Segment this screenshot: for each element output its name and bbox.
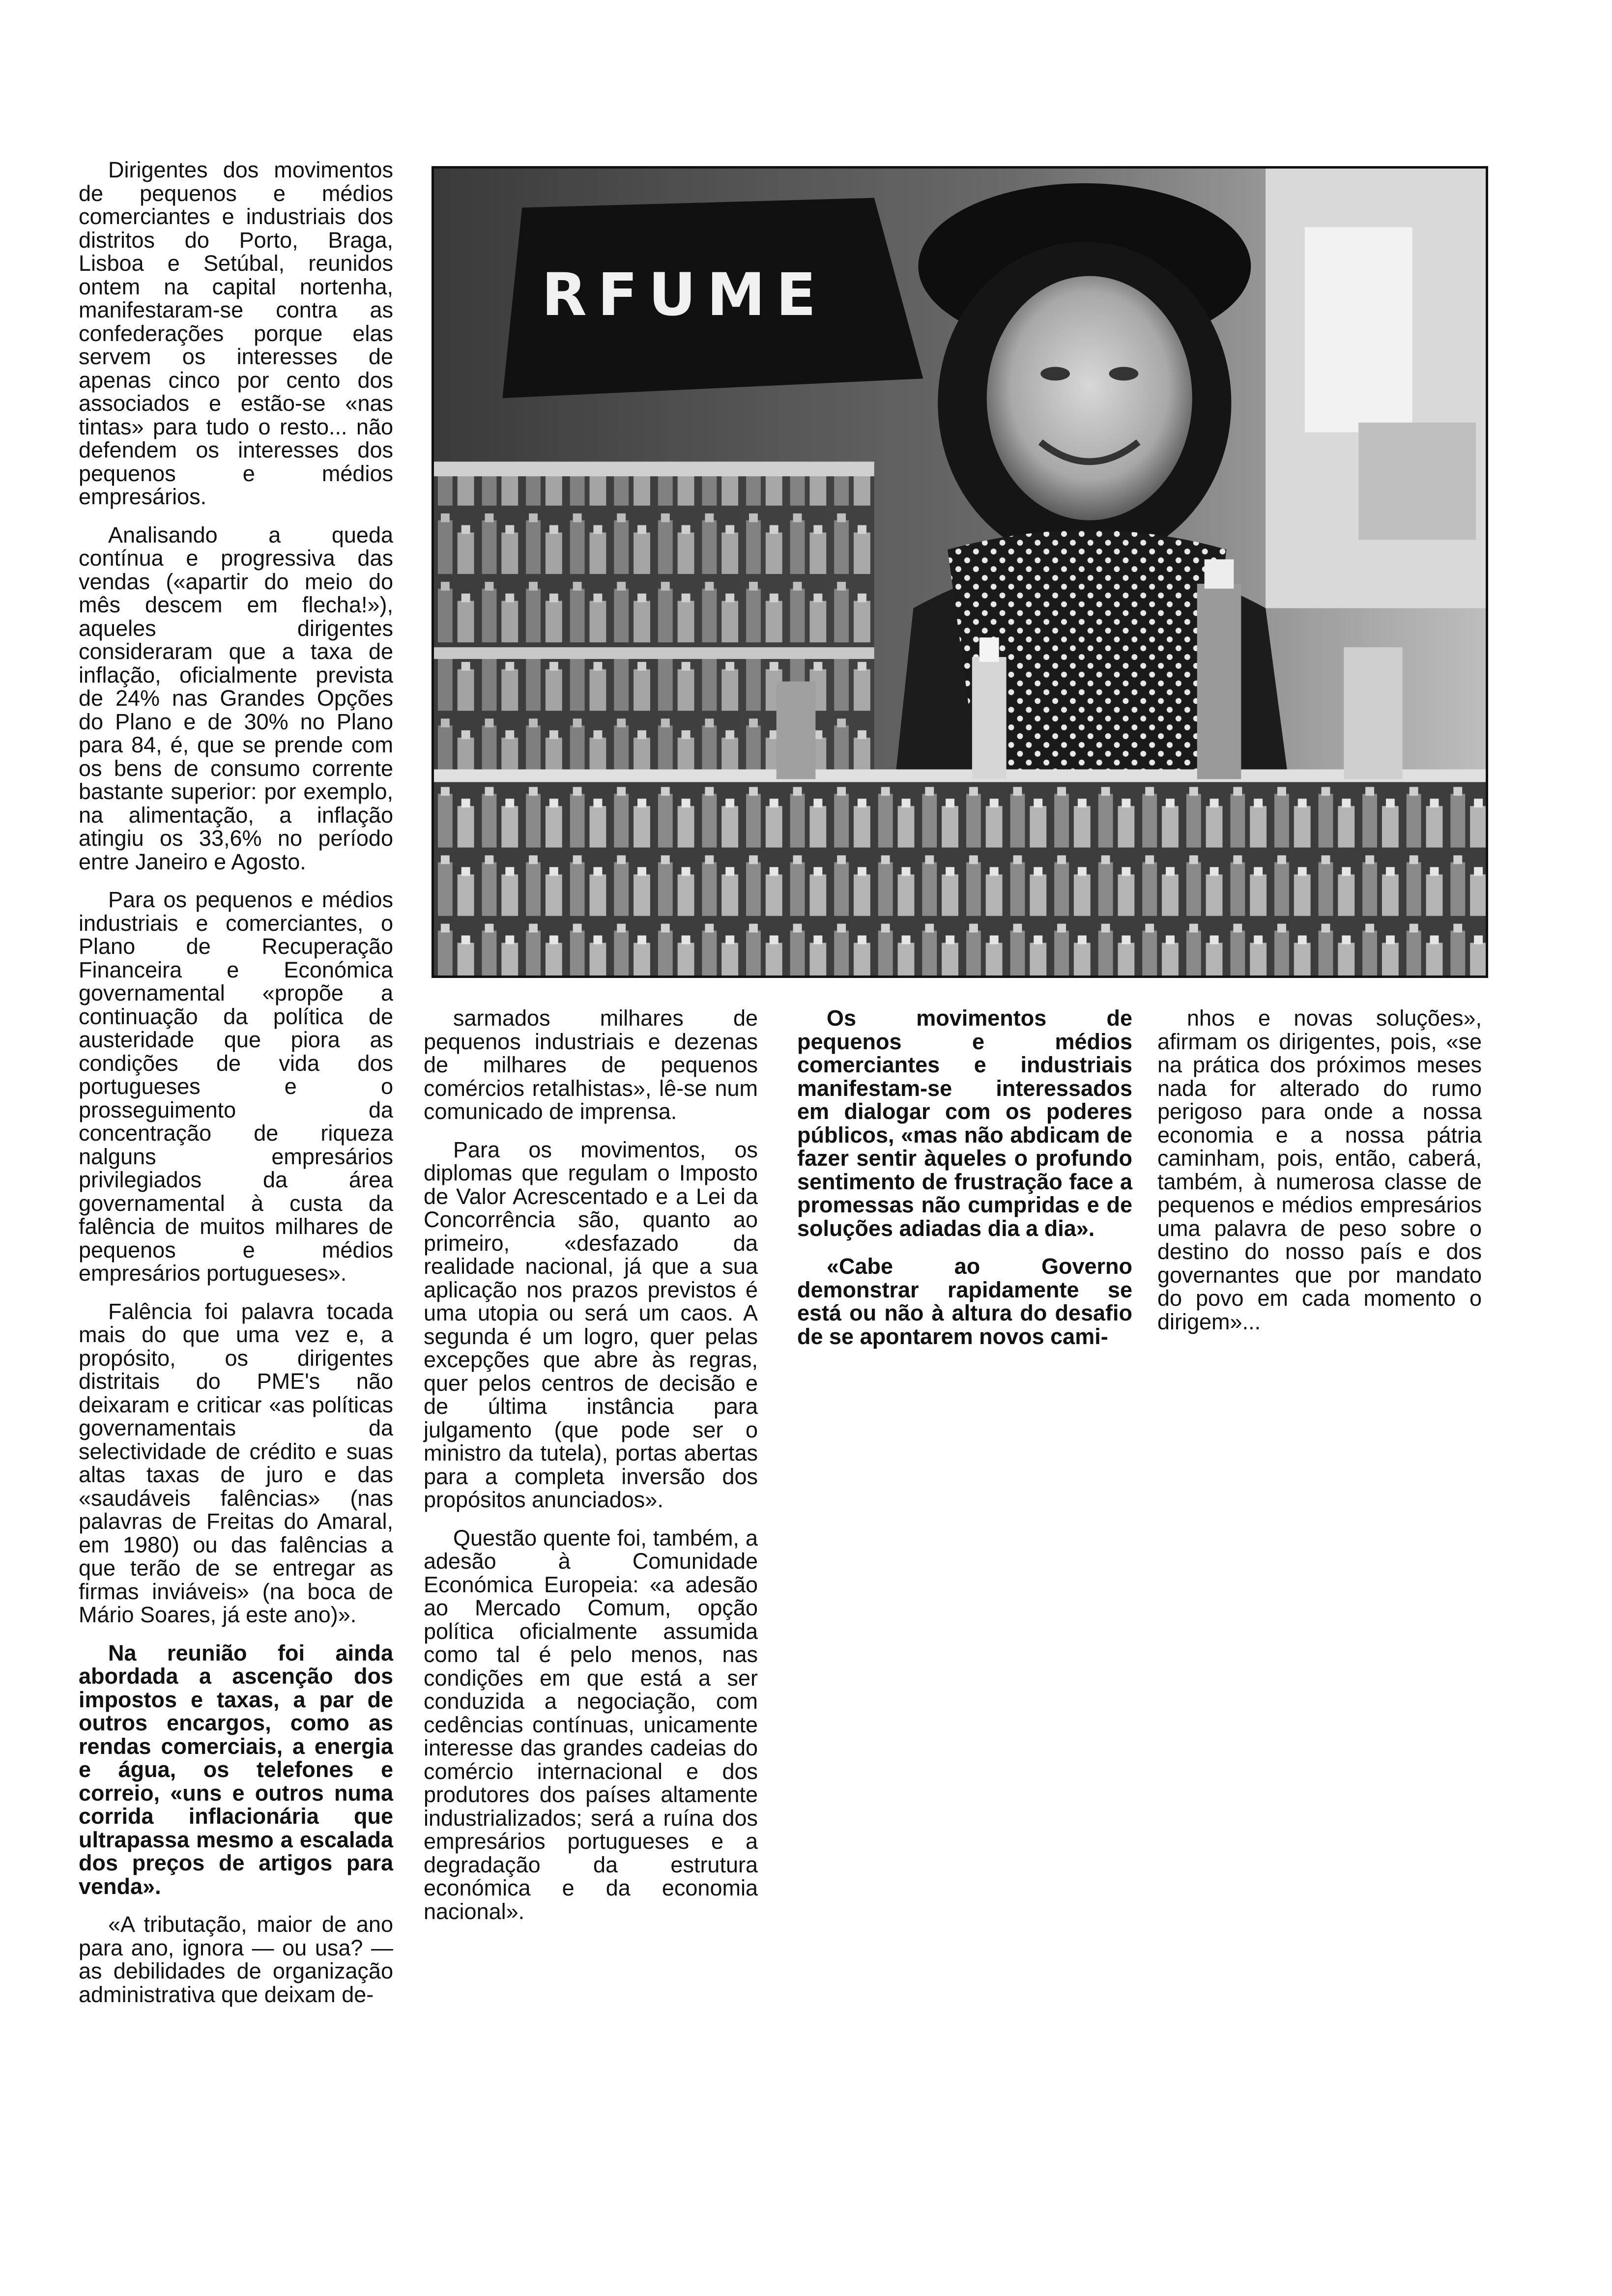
paragraph: «Cabe ao Governo demonstrar rapidamente se está ou não à altura do desafio de se apontarem novos cami-	[797, 1254, 1132, 1349]
paragraph: Para os movimentos, os diplomas que regulam o Imposto de Valor Acrescentado e a Lei da Concorrência são, quanto ao primeiro, «desfazado da realidade nacional, já que a sua aplicação nos prazos previstos é uma utopia ou será um caos. A segunda é um logro, quer pelas excepções que abre às regras, quer pelos centros de decisão e de última instância para julgamento (que pode ser o ministro da tutela), portas abertas para a completa inversão dos propósitos anunciados».	[424, 1137, 758, 1512]
article-column-1	[79, 158, 393, 2021]
paragraph: Para os pequenos e médios industriais e comerciantes, o Plano de Recuperação Financeira e Económica governamental «propõe a continuação da política de austeridade que piora as condições de vida dos portugueses e o prosseguimento da concentração de riqueza nalguns empresários privilegiados da área governamental à custa da falência de muitos milhares de pequenos e médios empresários portugueses».	[79, 887, 393, 1286]
paragraph: Analisando a queda contínua e progressiva das vendas («apartir do meio do mês descem em flecha!»), aqueles dirigentes consideraram que a taxa de inflação, oficialmente prevista de 24% nas Grandes Opções do Plano e de 30% no Plano para 84, é, que se prende com os bens de consumo corrente bastante superior: por exemplo, na alimentação, a inflação atingiu os 33,6% no período entre Janeiro e Agosto.	[79, 522, 393, 874]
paragraph: nhos e novas soluções», afirmam os dirigentes, pois, «se na prática dos próximos meses nada for alterado do rumo perigoso para onde a nossa economia e a nossa pátria caminham, pois, então, caberá, também, à numerosa classe de pequenos e médios empresários uma palavra de peso sobre o destino do nosso país e dos governantes que por mandato do povo em cada momento o dirigem»...	[1157, 1005, 1482, 1334]
article-column-3	[797, 1006, 1132, 1363]
news-photo	[432, 166, 1488, 978]
sign-text: RFUME	[541, 261, 827, 330]
paragraph: Questão quente foi, também, a adesão à Comunidade Económica Europeia: «a adesão ao Mercado Comum, opção política oficialmente assumida como tal é pelo menos, nas condições em que está a ser conduzida a negociação, com cedências contínuas, unicamente interesse das grandes cadeias do comércio internacional e dos produtores dos países altamente industrializados; será a ruína dos empresários portugueses e a degradação da estrutura económica e da economia nacional».	[424, 1525, 758, 1924]
paragraph: Falência foi palavra tocada mais do que uma vez e, a propósito, os dirigentes distritais do PME's não deixaram e criticar «as políticas governamentais da selectividade de crédito e suas altas taxas de juro e das «saudáveis falências» (nas palavras de Freitas do Amaral, em 1980) ou das falências a que terão de se entregar as firmas inviáveis» (na boca de Mário Soares, já este ano)».	[79, 1298, 393, 1627]
paragraph: Os movimentos de pequenos e médios comerciantes e industriais manifestam-se interessados em dialogar com os poderes públicos, «mas não abdicam de fazer sentir àqueles o profundo sentimento de frustração face a promessas não cumpridas e de soluções adiadas dia a dia».	[797, 1005, 1132, 1241]
article-column-4	[1157, 1006, 1482, 1348]
photo-woman-at-perfume-counter	[434, 169, 1486, 976]
paragraph: Na reunião foi ainda abordada a ascenção dos impostos e taxas, a par de outros encargos, como as rendas comerciais, a energia e água, os telefones e correio, «uns e outros numa corrida inflacionária que ultrapassa mesmo a escalada dos preços de artigos para venda».	[79, 1640, 393, 1899]
paragraph: Dirigentes dos movimentos de pequenos e médios comerciantes e industriais dos distritos do Porto, Braga, Lisboa e Setúbal, reunidos ontem na capital nortenha, manifestaram-se contra as confederações porque elas servem os interesses de apenas cinco por cento dos associados e estão-se «nas tintas» para tudo o resto... não defendem os interesses dos pequenos e médios empresários.	[79, 157, 393, 509]
paragraph: sarmados milhares de pequenos industriais e dezenas de milhares de pequenos comércios retalhistas», lê-se num comunicado de imprensa.	[424, 1005, 758, 1124]
paragraph: «A tributação, maior de ano para ano, ignora — ou usa? — as debilidades de organização administrativa que deixam de-	[79, 1912, 393, 2007]
article-column-2	[424, 1006, 758, 1938]
